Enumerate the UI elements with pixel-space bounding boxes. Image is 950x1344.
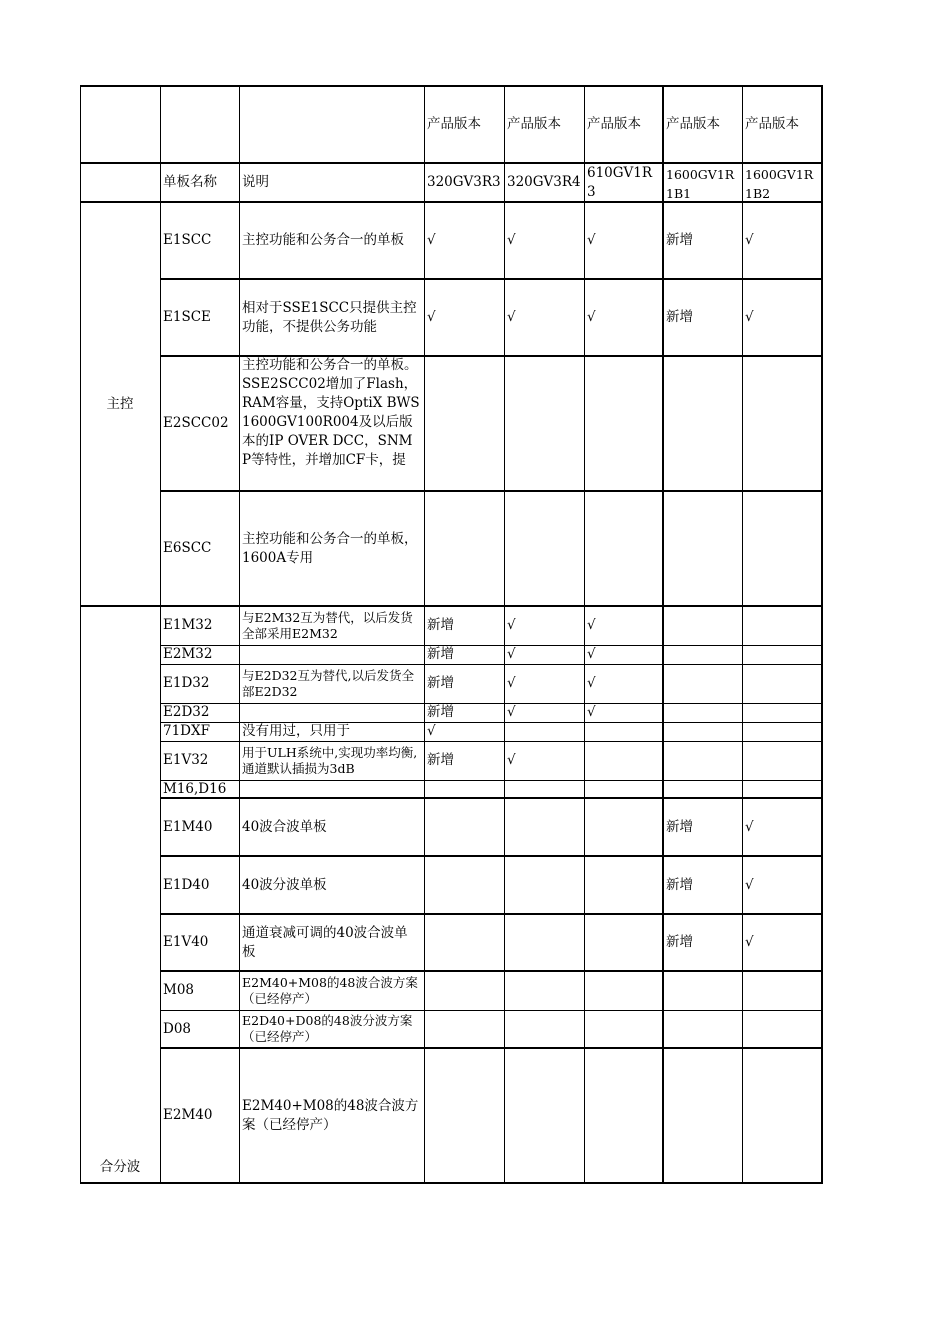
grid-line-vertical — [239, 86, 240, 1183]
version-label-header: 产品版本 — [666, 116, 720, 132]
version-support-cell: 新增 — [666, 309, 693, 325]
grid-line-vertical — [504, 86, 505, 1183]
version-support-cell — [663, 780, 742, 798]
description-cell: E2D40+D08的48波分波方案（已经停产） — [242, 1013, 413, 1044]
board-name-cell: E2SCC02 — [163, 415, 229, 431]
version-support-cell — [663, 703, 742, 722]
version-support-cell: 新增 — [427, 752, 454, 768]
description-cell: 与E2M32互为替代，以后发货全部采用E2M32 — [242, 609, 413, 641]
grid-line-horizontal — [160, 645, 822, 646]
version-number-header: 320GV3R3 — [427, 174, 501, 190]
grid-line-horizontal — [160, 741, 822, 742]
board-name-cell: D08 — [163, 1020, 192, 1037]
version-support-cell — [663, 491, 742, 606]
version-support-cell — [424, 1010, 504, 1048]
version-support-cell — [663, 722, 742, 741]
board-name-cell: E2D32 — [163, 704, 210, 720]
description-cell: 通道衰减可调的40波合波单板 — [242, 924, 408, 960]
description-cell — [239, 645, 424, 664]
version-support-cell — [584, 1010, 663, 1048]
version-support-cell — [424, 971, 504, 1010]
version-support-cell: √ — [587, 232, 596, 248]
version-label-header: 产品版本 — [427, 116, 481, 132]
board-name-cell: E1SCC — [163, 232, 212, 248]
version-support-cell: √ — [507, 309, 516, 325]
grid-line-horizontal — [160, 855, 823, 857]
version-support-cell — [424, 798, 504, 856]
version-support-cell — [584, 914, 663, 971]
description-header: 说明 — [242, 174, 269, 190]
board-name-cell: 71DXF — [163, 723, 210, 739]
version-label-header: 产品版本 — [745, 116, 799, 132]
version-support-cell — [504, 914, 584, 971]
grid-line-horizontal — [160, 970, 823, 972]
group-label-cell: 合分波 — [99, 1159, 141, 1175]
version-support-cell: 新增 — [427, 704, 454, 720]
board-name-cell: E2M32 — [163, 646, 213, 662]
description-cell: E2M40+M08的48波合波方案（已经停产） — [242, 974, 418, 1006]
version-support-cell: √ — [587, 704, 596, 720]
description-cell: 主控功能和公务合一的单板，1600A专用 — [242, 530, 418, 566]
version-support-cell: 新增 — [666, 934, 693, 950]
version-support-cell — [663, 664, 742, 703]
version-support-cell — [742, 491, 822, 606]
description-cell: E2M40+M08的48波合波方案（已经停产） — [242, 1097, 419, 1133]
board-name-header: 单板名称 — [163, 174, 217, 190]
board-name-cell: M08 — [163, 982, 195, 998]
board-name-cell: E1M40 — [163, 818, 213, 835]
version-support-cell — [504, 971, 584, 1010]
version-support-cell — [424, 856, 504, 914]
version-support-cell — [424, 491, 504, 606]
grid-line-horizontal — [80, 85, 823, 87]
grid-line-horizontal — [160, 1047, 823, 1049]
version-support-cell — [742, 722, 822, 741]
version-support-cell — [504, 491, 584, 606]
version-number-header: 320GV3R4 — [507, 174, 581, 190]
version-support-cell — [742, 1010, 822, 1048]
version-support-cell — [742, 971, 822, 1010]
grid-line-vertical — [584, 86, 585, 1183]
version-number-header: 610GV1R3 — [587, 164, 653, 200]
version-support-cell: 新增 — [427, 646, 454, 662]
version-support-cell — [584, 856, 663, 914]
version-support-cell — [742, 780, 822, 798]
version-support-cell — [663, 971, 742, 1010]
grid-line-horizontal — [160, 278, 823, 280]
board-name-cell: M16,D16 — [163, 780, 227, 797]
board-name-cell: E2M40 — [163, 1107, 213, 1123]
version-support-cell: √ — [507, 617, 516, 633]
board-name-cell: E1V32 — [163, 752, 209, 768]
version-support-cell: √ — [745, 876, 754, 893]
version-support-cell — [584, 971, 663, 1010]
grid-line-horizontal — [80, 162, 823, 164]
version-support-cell: √ — [745, 818, 754, 835]
version-support-cell — [424, 914, 504, 971]
version-support-cell — [742, 606, 822, 645]
version-support-cell — [663, 1010, 742, 1048]
version-support-cell: 新增 — [427, 617, 454, 633]
version-support-cell — [663, 606, 742, 645]
version-support-cell — [742, 664, 822, 703]
board-name-cell: E1D32 — [163, 675, 210, 691]
description-cell: 用于ULH系统中,实现功率均衡,通道默认插损为3dB — [242, 744, 418, 776]
version-support-cell — [504, 780, 584, 798]
version-support-cell: √ — [507, 646, 516, 662]
version-support-cell — [742, 356, 822, 491]
version-support-cell: 新增 — [666, 232, 693, 248]
description-cell: 与E2D32互为替代,以后发货全部E2D32 — [242, 667, 414, 699]
version-support-cell — [584, 491, 663, 606]
version-support-cell: √ — [507, 704, 516, 720]
version-support-cell — [584, 741, 663, 780]
grid-line-horizontal — [160, 703, 822, 704]
grid-line-horizontal — [80, 605, 823, 607]
version-support-cell — [663, 356, 742, 491]
version-support-cell — [584, 780, 663, 798]
grid-line-horizontal — [160, 722, 822, 723]
description-cell: 没有用过，只用于 — [242, 723, 350, 739]
version-support-cell: √ — [587, 646, 596, 662]
version-support-cell: 新增 — [666, 876, 693, 893]
version-support-cell — [663, 645, 742, 664]
version-support-cell — [504, 356, 584, 491]
version-support-cell — [742, 741, 822, 780]
grid-line-vertical — [742, 86, 743, 1183]
description-cell: 主控功能和公务合一的单板 — [242, 232, 404, 248]
version-support-cell: √ — [745, 934, 754, 950]
board-name-cell: E1D40 — [163, 876, 210, 893]
version-support-cell: 新增 — [427, 675, 454, 691]
version-support-cell — [424, 780, 504, 798]
version-support-cell: √ — [507, 752, 516, 768]
group-label-cell: 主控 — [106, 395, 134, 412]
description-cell — [239, 780, 424, 798]
version-support-cell: √ — [427, 309, 436, 325]
version-number-header: 1600GV1R1B2 — [745, 167, 814, 201]
version-support-cell — [742, 703, 822, 722]
version-support-cell — [742, 645, 822, 664]
version-support-cell — [504, 798, 584, 856]
grid-line-horizontal — [160, 490, 823, 492]
board-name-cell: E6SCC — [163, 540, 212, 556]
version-support-cell — [504, 1010, 584, 1048]
description-cell: 主控功能和公务合一的单板。SSE2SCC02增加了Flash，RAM容量，支持OptiX BWS 1600GV100R004及以后版本的IP OVER DCC，SNMP等特性，并增加CF卡，提 — [242, 357, 424, 468]
version-support-cell: √ — [507, 675, 516, 691]
version-support-cell — [584, 798, 663, 856]
grid-line-vertical — [662, 86, 664, 1183]
version-support-cell — [663, 741, 742, 780]
version-support-cell: √ — [587, 309, 596, 325]
version-support-cell: √ — [507, 232, 516, 248]
grid-line-horizontal — [160, 913, 823, 915]
version-support-cell: √ — [587, 675, 596, 691]
version-support-cell: √ — [745, 309, 754, 325]
grid-line-horizontal — [160, 664, 822, 665]
version-support-cell — [742, 1048, 822, 1183]
version-support-cell — [584, 722, 663, 741]
version-support-cell: √ — [427, 723, 436, 739]
version-support-cell — [424, 1048, 504, 1183]
grid-line-horizontal — [160, 1010, 822, 1011]
board-name-cell: E1M32 — [163, 617, 213, 633]
description-cell — [239, 703, 424, 722]
description-cell: 40波合波单板 — [242, 818, 327, 835]
version-support-cell: 新增 — [666, 818, 693, 835]
version-label-header: 产品版本 — [507, 116, 561, 132]
version-support-cell: √ — [745, 232, 754, 248]
version-support-cell: √ — [427, 232, 436, 248]
version-support-cell — [504, 856, 584, 914]
grid-line-vertical — [821, 86, 823, 1183]
grid-line-horizontal — [160, 797, 823, 799]
grid-line-horizontal — [160, 780, 822, 781]
version-support-cell — [663, 1048, 742, 1183]
version-support-cell: √ — [587, 617, 596, 633]
grid-line-vertical — [424, 86, 425, 1183]
grid-line-horizontal — [80, 201, 823, 203]
grid-line-vertical — [160, 86, 161, 1183]
version-label-header: 产品版本 — [587, 116, 641, 132]
version-support-cell — [504, 1048, 584, 1183]
description-cell: 相对于SSE1SCC只提供主控功能，不提供公务功能 — [242, 299, 417, 335]
grid-line-horizontal — [160, 355, 823, 357]
description-cell: 40波分波单板 — [242, 876, 327, 893]
board-name-cell: E1V40 — [163, 934, 209, 950]
version-support-cell — [424, 356, 504, 491]
grid-line-horizontal — [80, 1182, 823, 1184]
grid-line-vertical — [80, 86, 81, 1183]
board-name-cell: E1SCE — [163, 309, 211, 325]
version-support-cell — [584, 1048, 663, 1183]
version-number-header: 1600GV1R1B1 — [666, 167, 735, 201]
version-support-cell — [504, 722, 584, 741]
version-support-cell — [584, 356, 663, 491]
